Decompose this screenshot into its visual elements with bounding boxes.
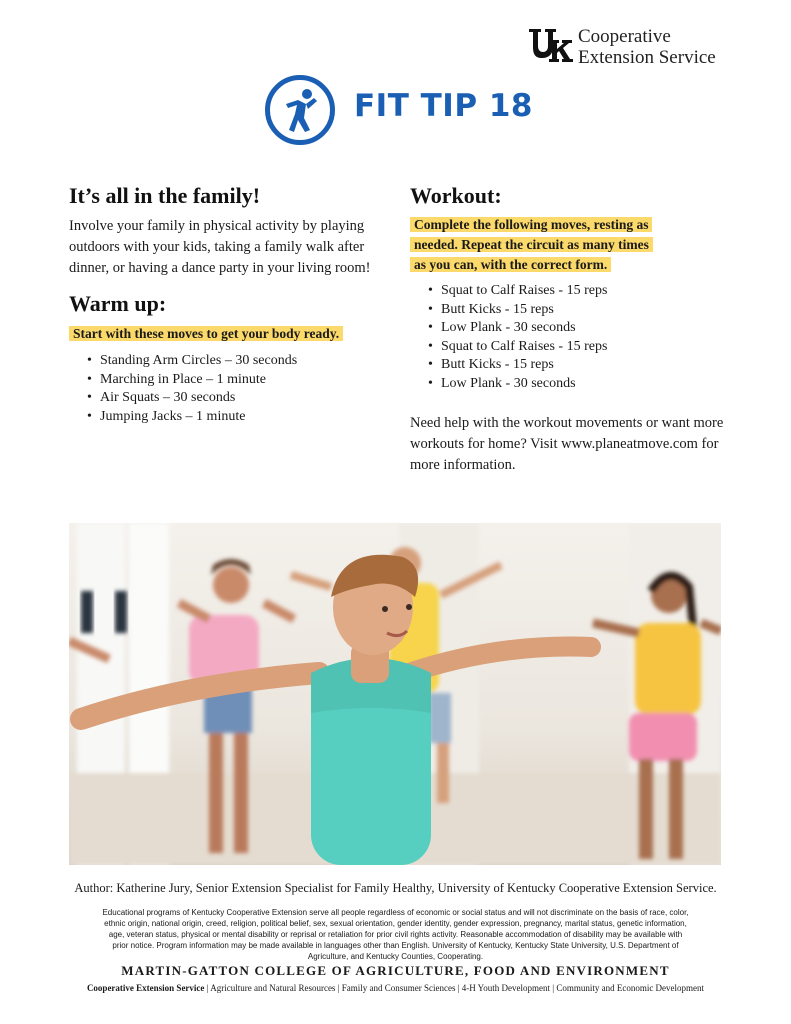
warmup-heading: Warm up: [69, 291, 167, 316]
list-item: • Squat to Calf Raises - 15 reps [428, 282, 740, 301]
list-item: • Low Plank - 30 seconds [428, 319, 740, 338]
college-name: MARTIN-GATTON COLLEGE OF AGRICULTURE, FOOD AND ENVIRONMENT [121, 963, 670, 978]
list-item: • Marching in Place – 1 minute [87, 371, 389, 390]
warmup-list [87, 352, 389, 426]
family-body: Involve your family in physical activity by playing outdoors with your kids, taking a family walk after dinner, or having a dance party in your living room! [69, 218, 371, 276]
workout-intro: Complete the following moves, resting as needed. Repeat the circuit as many times as you can, with the correct form. [410, 215, 740, 275]
kids-exercising-photo [69, 523, 721, 865]
list-item: • Jumping Jacks – 1 minute [87, 408, 389, 427]
units-lead: Cooperative Extension Service [86, 983, 205, 993]
uk-logo-icon [527, 26, 573, 64]
page-title: FIT TIP 18 [354, 88, 533, 124]
family-section [69, 183, 389, 279]
units-rest: Agriculture and Natural Resources | Family and Consumer Sciences | 4-H Youth Development | Community and Economic Development [210, 983, 705, 993]
program-units: Cooperative Extension Service | Agriculture and Natural Resources | Family and Consumer Sciences | 4-H Youth Development | Community and Economic Development [86, 983, 705, 993]
list-item: • Butt Kicks - 15 reps [428, 356, 740, 375]
exercise-figure-icon [264, 74, 336, 146]
list-item: • Air Squats – 30 seconds [87, 389, 389, 408]
legal-notice: Educational programs of Kentucky Cooperative Extension serve all people regardless of economic or social status and will not discriminate on the basis of race, color, ethnic origin, national origin, creed, religion, political belief, sex, sexual orientation, gender identity, gender expression, pregnancy, marital status, genetic information, age, veteran status, physical or mental disability or reprisal or retaliation for prior civil rights activity. Reasonable accommodation of disability may be available with prior notice. Program information may be made available in languages other than English. University of Kentucky, Kentucky State University, U.S. Department of Agriculture, and Kentucky Counties, Cooperating. [102, 908, 689, 961]
workout-list [428, 282, 740, 393]
organization-name: Cooperative Extension Service [578, 26, 716, 68]
workout-section [410, 183, 740, 476]
family-heading: It’s all in the family! [69, 183, 261, 208]
warmup-section [69, 291, 389, 426]
author-credit: Author: Katherine Jury, Senior Extension Specialist for Family Healthy, University of Kentucky Cooperative Extension Service. [74, 881, 717, 895]
warmup-intro: Start with these moves to get your body ready. [69, 326, 343, 341]
list-item: • Squat to Calf Raises - 15 reps [428, 338, 740, 357]
workout-heading: Workout: [410, 183, 502, 208]
list-item: • Low Plank - 30 seconds [428, 375, 740, 394]
list-item: • Butt Kicks - 15 reps [428, 301, 740, 320]
help-text: Need help with the workout movements or want more workouts for home? Visit www.planeatmove.com for more information. [410, 415, 724, 473]
list-item: • Standing Arm Circles – 30 seconds [87, 352, 389, 371]
